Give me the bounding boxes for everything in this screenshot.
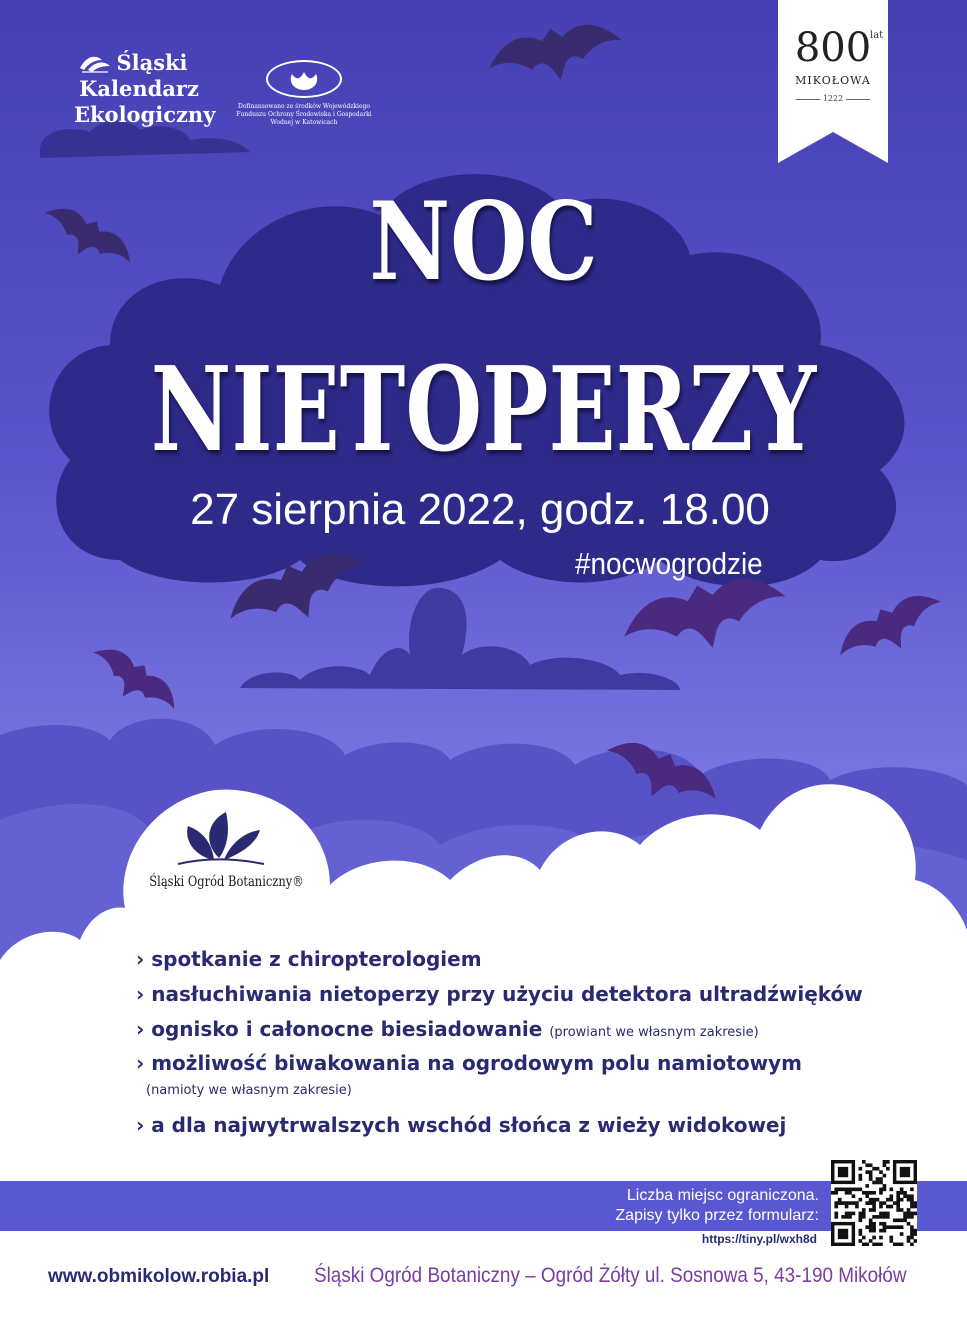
divider — [846, 99, 870, 100]
registration-text — [615, 1186, 819, 1226]
fund-logo — [234, 60, 374, 127]
calendar-logo-line2: Kalendarz — [79, 76, 199, 101]
registration-link[interactable]: https://tiny.pl/wxh8d — [701, 1232, 817, 1246]
calendar-logo-line1: Śląski — [116, 50, 188, 75]
garden-logo-name: Śląski Ogród Botaniczny® — [149, 874, 304, 890]
calendar-logo-line3: Ekologiczny — [74, 102, 216, 127]
event-hashtag: #nocwogrodzie — [575, 546, 763, 581]
anniversary-year: 1222 — [822, 94, 844, 103]
registration-line1: Liczba miejsc ograniczona. — [626, 1187, 819, 1204]
anniversary-badge — [778, 0, 888, 163]
list-item — [136, 947, 482, 972]
qr-code-icon[interactable] — [831, 1160, 917, 1246]
list-item — [136, 1051, 802, 1076]
registration-band — [0, 1181, 967, 1231]
footer-website[interactable]: www.obmikolow.robia.pl — [48, 1266, 270, 1287]
list-item — [136, 1017, 759, 1045]
three-leaves-icon — [164, 808, 274, 868]
headline-line1: NOC — [369, 179, 598, 305]
event-date: 27 sierpnia 2022, godz. 18.00 — [190, 485, 770, 534]
registration-line2: Zapisy tylko przez formularz: — [615, 1207, 819, 1224]
list-bullet: › — [136, 1113, 145, 1137]
bat — [484, 15, 627, 94]
list-item-note: (namioty we własnym zakresie) — [146, 1083, 352, 1098]
list-bullet: › — [136, 1051, 145, 1075]
anniversary-number: 800 — [794, 25, 872, 71]
anniversary-town: MIKOŁOWA — [795, 74, 871, 87]
list-bullet: › — [136, 1017, 145, 1041]
bat — [82, 637, 185, 725]
calendar-logo — [74, 50, 216, 128]
anniversary-suffix: lat — [870, 30, 884, 41]
headline-line2: NIETOPERZY — [150, 342, 817, 478]
list-item-text: nasłuchiwania nietoperzy przy użyciu detektora ultradźwięków — [151, 982, 863, 1006]
list-item-text: możliwość biwakowania na ogrodowym polu namiotowym — [151, 1051, 802, 1075]
list-item-text: spotkanie z chiropterologiem — [151, 947, 482, 971]
list-item — [136, 982, 863, 1007]
fund-logo-text: Dofinansowano ze środków Wojewódzkiego Funduszu Ochrony Środowiska i Gospodarki Wodnej w Katowicach — [236, 103, 372, 126]
leaf-seal-icon — [266, 60, 342, 98]
list-item-text: a dla najwytrwalszych wschód słońca z wieży widokowej — [151, 1113, 787, 1137]
leaf-icon — [78, 52, 112, 74]
list-bullet: › — [136, 947, 145, 971]
bat — [830, 582, 952, 675]
garden-logo — [134, 808, 304, 890]
list-item-text: ognisko i całonocne biesiadowanie — [151, 1017, 543, 1041]
list-item — [136, 1113, 786, 1138]
list-item-note: (prowiant we własnym zakresie) — [549, 1025, 759, 1040]
footer-address: Śląski Ogród Botaniczny – Ogród Żółty ul. Sosnowa 5, 43-190 Mikołów — [314, 1264, 907, 1287]
list-bullet: › — [136, 982, 145, 1006]
